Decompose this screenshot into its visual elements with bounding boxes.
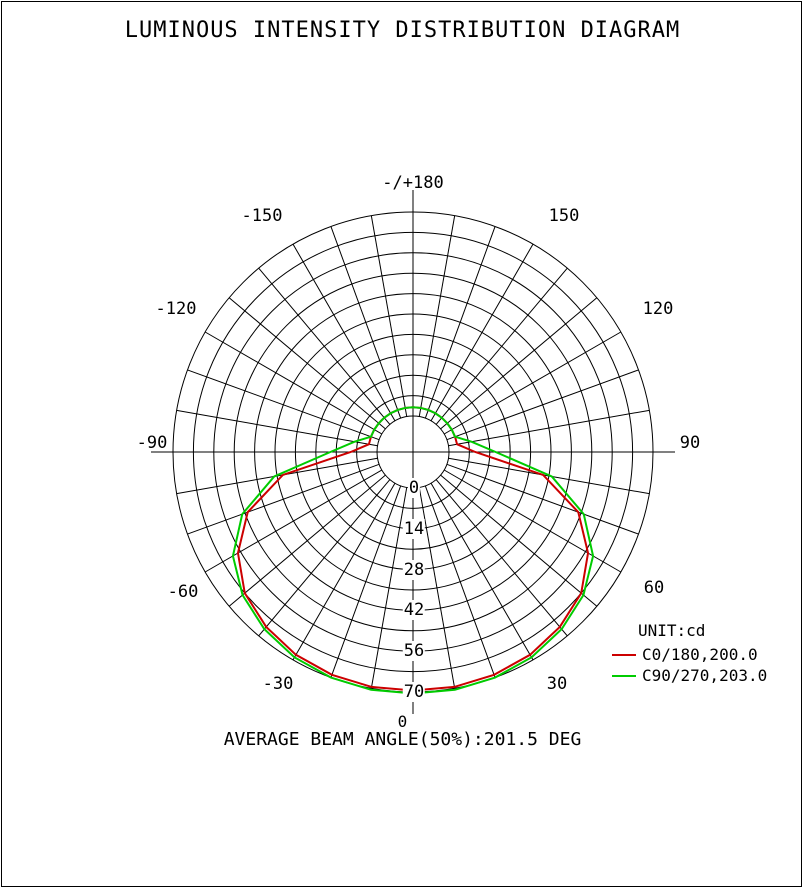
legend-swatch-c0-180: [612, 654, 636, 656]
radial-label-28: 28: [403, 559, 425, 580]
angle-label-150: -150: [241, 206, 283, 226]
angle-label-30: 30: [546, 674, 568, 694]
radial-label-70: 70: [403, 682, 425, 702]
legend-label-c90-270: C90/270,203.0: [642, 666, 768, 685]
radial-label-14: 14: [403, 518, 425, 539]
radial-label-56: 56: [403, 641, 425, 662]
angle-label-180: -/+180: [382, 173, 444, 193]
angle-label-120: -120: [155, 299, 197, 319]
page-title: LUMINOUS INTENSITY DISTRIBUTION DIAGRAM: [124, 18, 681, 43]
angle-label-90: -90: [136, 433, 168, 453]
angle-label-60: -60: [167, 582, 199, 602]
angle-label-150: 150: [548, 206, 580, 226]
legend-item-c0-180: [612, 644, 767, 665]
angle-label-60: 60: [643, 578, 665, 598]
angle-label-90: 90: [679, 433, 701, 453]
polar-grid: [151, 190, 675, 714]
average-beam-angle-note: AVERAGE BEAM ANGLE(50%):201.5 DEG: [223, 729, 582, 750]
legend: [612, 620, 767, 686]
legend-swatch-c90-270: [612, 675, 636, 677]
angle-label-30: -30: [262, 674, 294, 694]
radial-label-0: 0: [408, 478, 420, 498]
angle-label-120: 120: [642, 299, 674, 319]
legend-unit: UNIT:cd: [638, 621, 706, 640]
bottom-zero-label: 0: [397, 712, 408, 731]
legend-item-c90-270: [612, 665, 767, 686]
radial-label-42: 42: [403, 600, 425, 621]
legend-label-c0-180: C0/180,200.0: [642, 645, 758, 664]
